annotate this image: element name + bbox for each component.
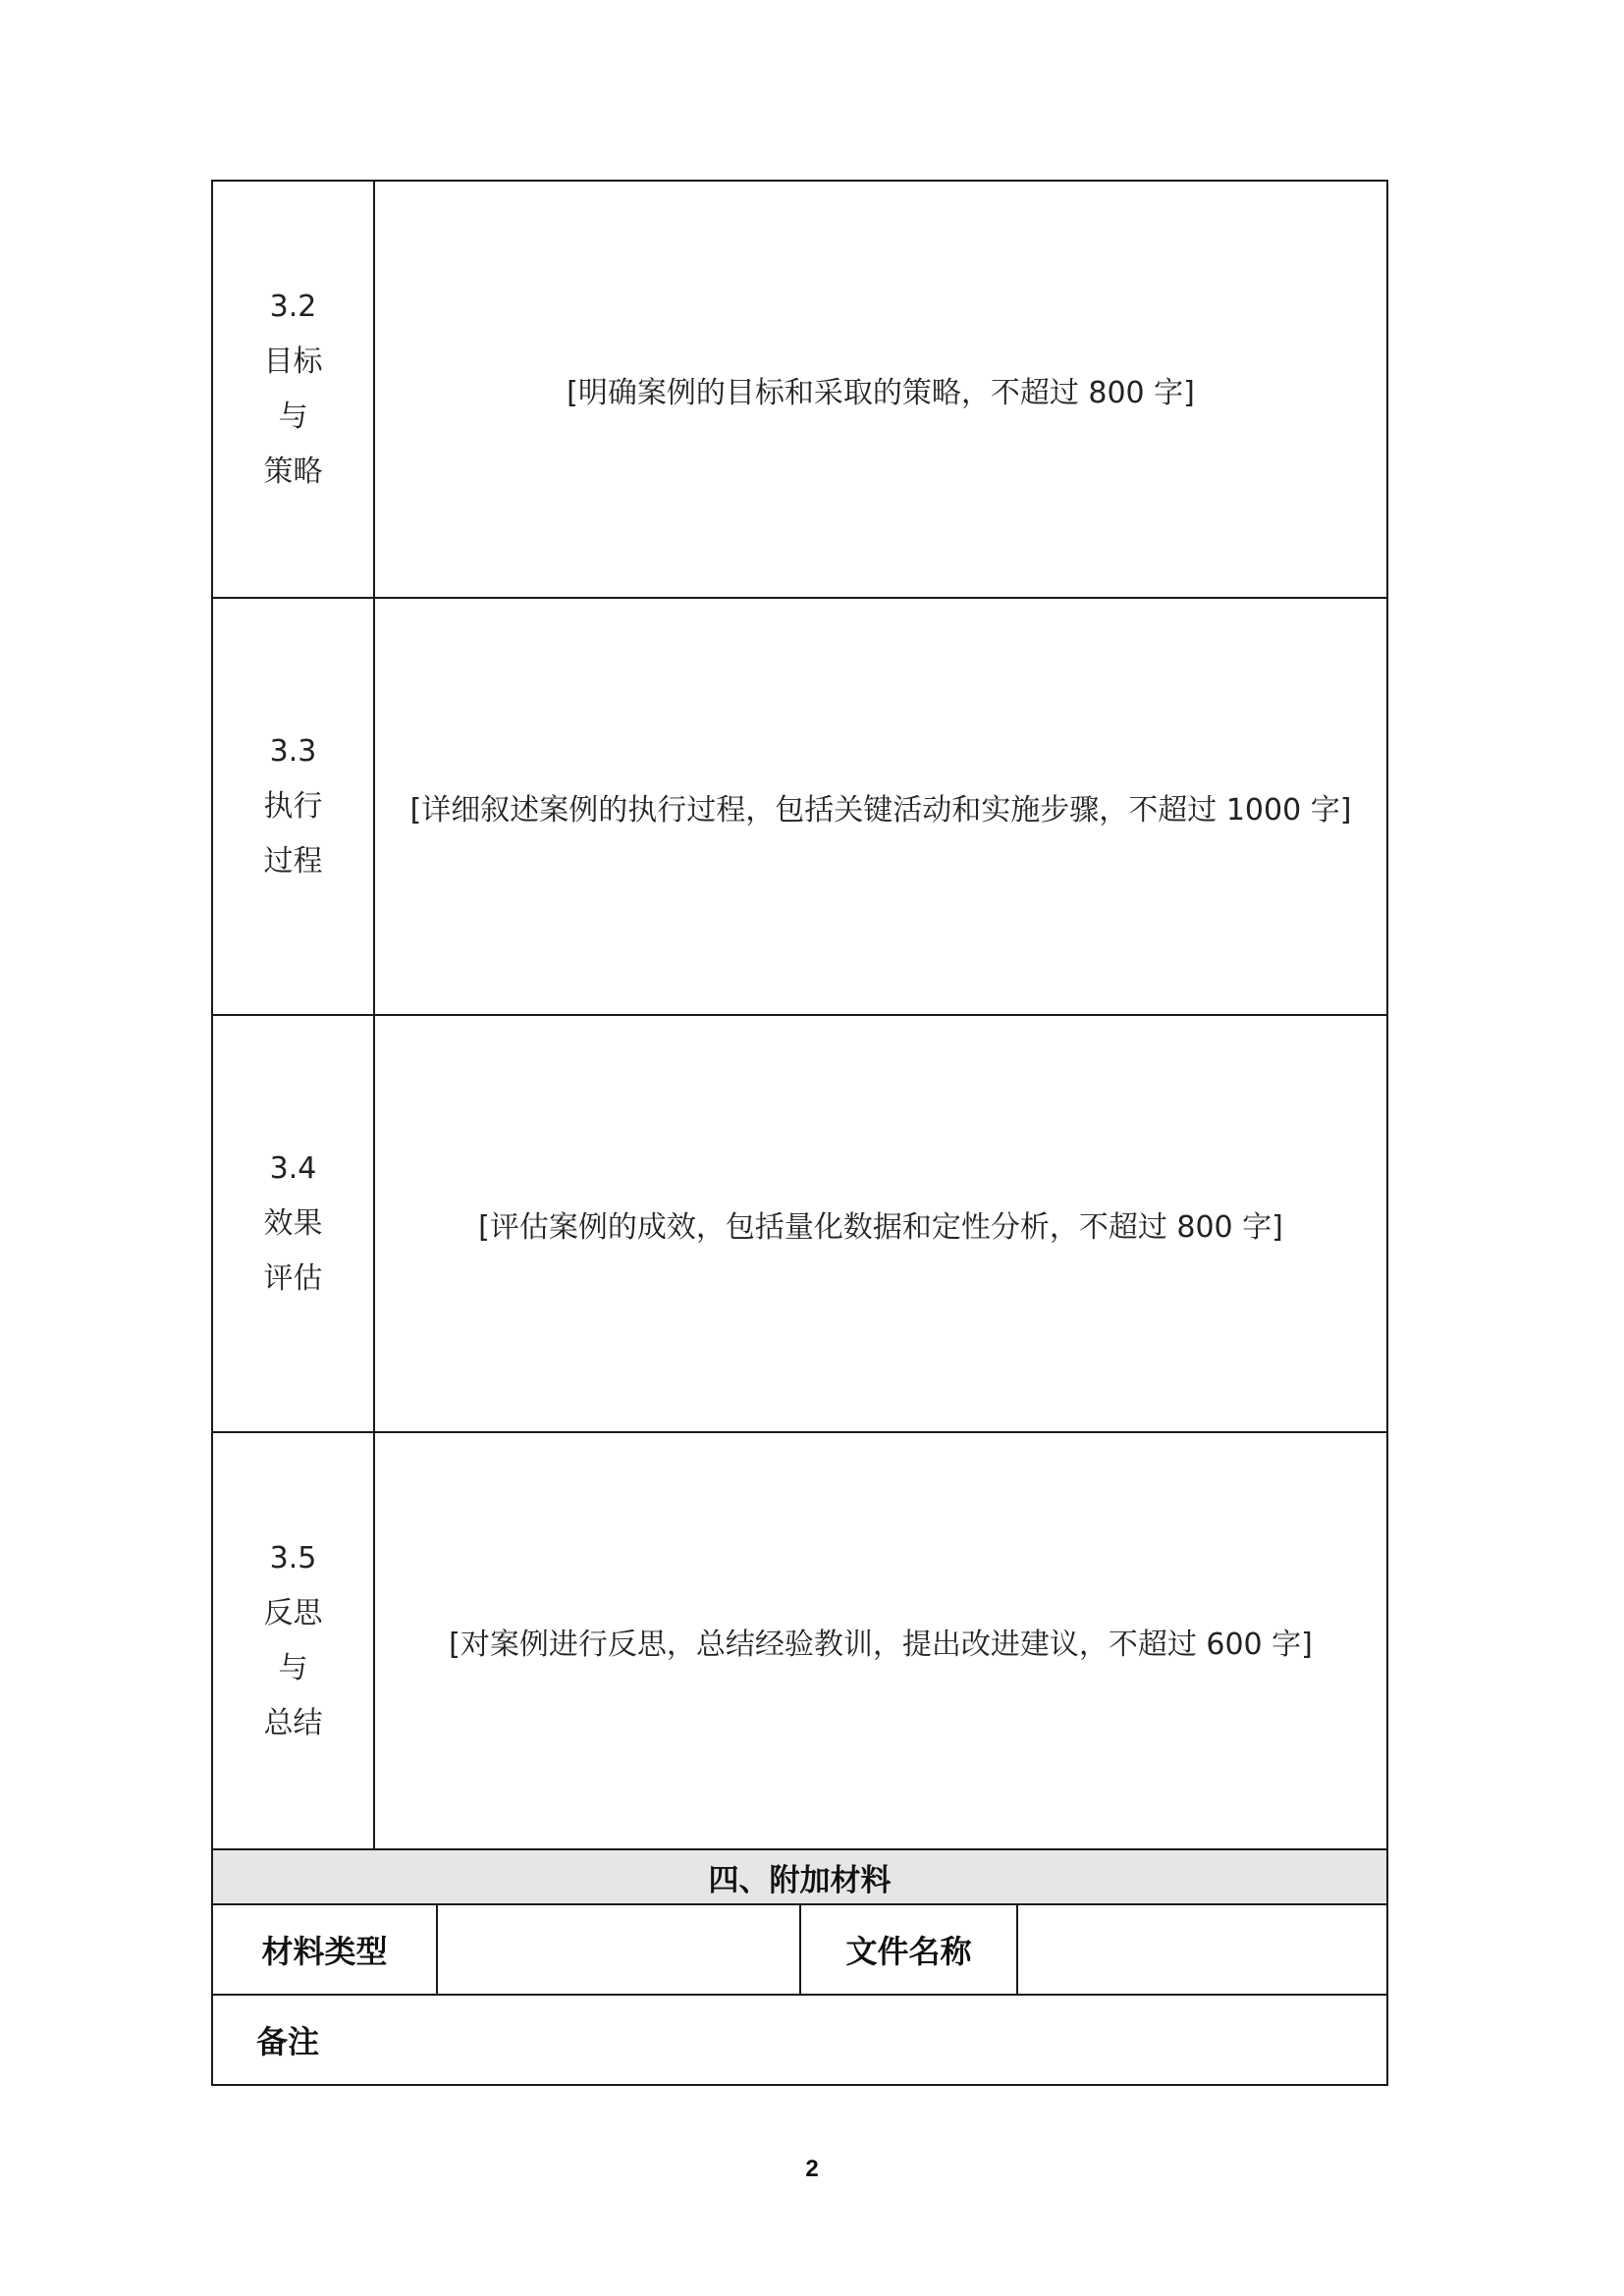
section-title-line: 执行 xyxy=(263,788,323,824)
attachments-fields-row xyxy=(212,1904,1387,1995)
section-title-line: 总结 xyxy=(263,1705,323,1740)
application-form-table xyxy=(211,180,1388,2086)
section-label-effect-evaluation xyxy=(212,1015,374,1432)
section-label-goals-strategy xyxy=(212,181,374,598)
execution-process-field[interactable] xyxy=(374,598,1387,1015)
section-number: 3.2 xyxy=(269,289,317,324)
section-title-line: 目标 xyxy=(263,344,323,379)
section-title-line: 反思 xyxy=(263,1595,323,1630)
section-number: 3.4 xyxy=(269,1150,317,1186)
goals-strategy-field[interactable] xyxy=(374,181,1387,598)
section-label-reflection-summary xyxy=(212,1432,374,1849)
section-title-line: 效果 xyxy=(263,1205,323,1241)
attachments-heading-row xyxy=(212,1849,1387,1904)
section-row-goals-strategy xyxy=(212,181,1387,598)
section-row-effect-evaluation xyxy=(212,1015,1387,1432)
file-name-field[interactable] xyxy=(1017,1904,1387,1995)
section-title-line: 过程 xyxy=(263,843,323,879)
section-title-line: 评估 xyxy=(263,1260,323,1296)
section-number: 3.3 xyxy=(269,733,317,769)
reflection-summary-prompt: [对案例进行反思，总结经验教训，提出改进建议，不超过 600 字] xyxy=(449,1627,1313,1662)
material-type-label: 材料类型 xyxy=(212,1904,437,1995)
remarks-row xyxy=(212,1995,1387,2085)
reflection-summary-field[interactable] xyxy=(374,1432,1387,1849)
attachments-heading: 四、附加材料 xyxy=(212,1849,1387,1904)
remarks-label: 备注 xyxy=(256,2023,320,2060)
effect-evaluation-prompt: [评估案例的成效，包括量化数据和定性分析，不超过 800 字] xyxy=(478,1209,1283,1245)
section-row-execution-process xyxy=(212,598,1387,1015)
section-number: 3.5 xyxy=(269,1540,317,1575)
section-label-execution-process xyxy=(212,598,374,1015)
page-number: 2 xyxy=(805,2156,819,2182)
effect-evaluation-field[interactable] xyxy=(374,1015,1387,1432)
section-title-line: 策略 xyxy=(263,454,323,489)
execution-process-prompt: [详细叙述案例的执行过程，包括关键活动和实施步骤，不超过 1000 字] xyxy=(409,792,1352,828)
material-type-field[interactable] xyxy=(437,1904,800,1995)
section-title-line: 与 xyxy=(278,1650,308,1685)
section-title-line: 与 xyxy=(278,399,308,434)
section-row-reflection-summary xyxy=(212,1432,1387,1849)
file-name-label: 文件名称 xyxy=(800,1904,1017,1995)
goals-strategy-prompt: [明确案例的目标和采取的策略，不超过 800 字] xyxy=(567,375,1195,410)
remarks-field[interactable] xyxy=(212,1995,1387,2085)
